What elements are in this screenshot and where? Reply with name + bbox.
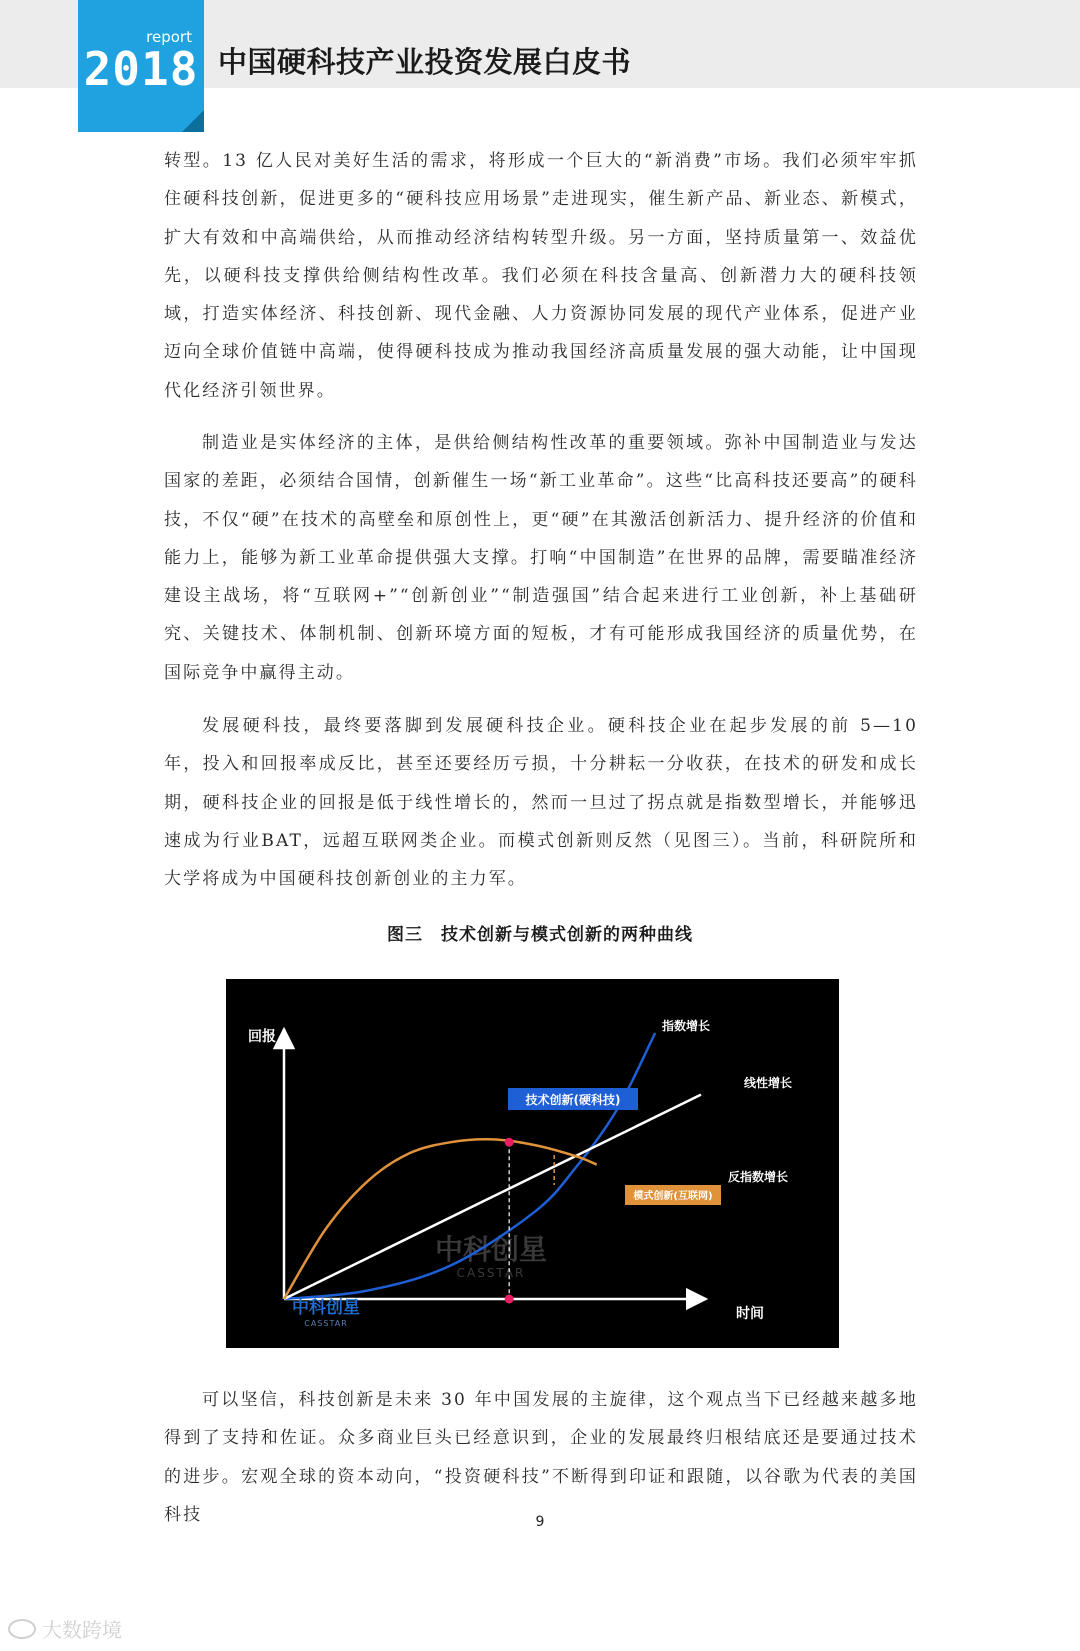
chart-logo-text: 中科创星	[434, 1233, 548, 1266]
page-fold-icon	[182, 110, 204, 132]
chart-corner-logo-subtext: CASSTAR	[304, 1319, 348, 1328]
tech-innovation-label: 技术创新(硬科技)	[525, 1093, 621, 1107]
series-label-linear: 线性增长	[744, 1076, 793, 1090]
y-axis-label: 回报	[248, 1029, 276, 1045]
x-axis-label: 时间	[736, 1306, 764, 1322]
site-watermark	[8, 1614, 122, 1643]
watermark-text: 大数跨境	[42, 1618, 122, 1642]
year-badge	[78, 0, 204, 132]
series-label-exponential: 指数增长	[662, 1019, 711, 1033]
page-number: 9	[535, 1514, 545, 1530]
paragraph-4: 可以坚信，科技创新是未来 30 年中国发展的主旋律，这个观点当下已经越来越多地得到了支持和佐证。众多商业巨头已经意识到，企业的发展最终归根结底还是要通过技术的进步。宏观全球的资本动向，“投资硬科技”不断得到印证和跟随，以谷歌为代表的美国科技	[164, 1390, 918, 1525]
chart-logo-subtext: CASSTAR	[456, 1266, 526, 1280]
intersection-x-point	[505, 1295, 514, 1304]
watermark-logo-icon	[8, 1619, 36, 1639]
series-label-inverse-exponential: 反指数增长	[728, 1170, 789, 1184]
chart-svg	[226, 979, 839, 1348]
intersection-point	[505, 1138, 514, 1147]
paragraph-1: 转型。13 亿人民对美好生活的需求，将形成一个巨大的“新消费”市场。我们必须牢牢抓住硬科技创新，促进更多的“硬科技应用场景”走进现实，催生新产品、新业态、新模式，扩大有效和中高端供给，从而推动经济结构转型升级。另一方面，坚持质量第一、效益优先，以硬科技支撑供给侧结构性改革。我们必须在科技含量高、创新潜力大的硬科技领域，打造实体经济、科技创新、现代金融、人力资源协同发展的现代产业体系，促进产业迈向全球价值链中高端，使得硬科技成为推动我国经济高质量发展的强大动能，让中国现代化经济引领世界。	[164, 151, 918, 401]
growth-curves-chart	[226, 979, 839, 1348]
chart-logo-watermark	[435, 1233, 547, 1280]
figure-caption: 图三 技术创新与模式创新的两种曲线	[387, 925, 693, 945]
paragraph-2: 制造业是实体经济的主体，是供给侧结构性改革的重要领域。弥补中国制造业与发达国家的差距，必须结合国情，创新催生一场“新工业革命”。这些“比高科技还要高”的硬科技，不仅“硬”在技术的高壁垒和原创性上，更“硬”在其激活创新活力、提升经济的价值和能力上，能够为新工业革命提供强大支撑。打响“中国制造”在世界的品牌，需要瞄准经济建设主战场，将“互联网+”“创新创业”“制造强国”结合起来进行工业创新，补上基础研究、关键技术、体制机制、创新环境方面的短板，才有可能形成我国经济的质量优势，在国际竞争中赢得主动。	[164, 433, 918, 683]
paragraph-3: 发展硬科技，最终要落脚到发展硬科技企业。硬科技企业在起步发展的前 5—10 年，投入和回报率成反比，甚至还要经历亏损，十分耕耘一分收获，在技术的研发和成长期，硬科技企业的回报是低于线性增长的，然而一旦过了拐点就是指数型增长，并能够迅速成为行业BAT，远超互联网类企业。而模式创新则反然（见图三）。当前，科研院所和大学将成为中国硬科技创新创业的主力军。	[164, 716, 918, 890]
document-title: 中国硬科技产业投资发展白皮书	[218, 45, 632, 79]
model-innovation-label: 模式创新(互联网)	[633, 1191, 713, 1202]
chart-corner-logo-text: 中科创星	[292, 1298, 360, 1318]
report-year: 2018	[83, 42, 199, 96]
report-label: report	[146, 28, 192, 46]
